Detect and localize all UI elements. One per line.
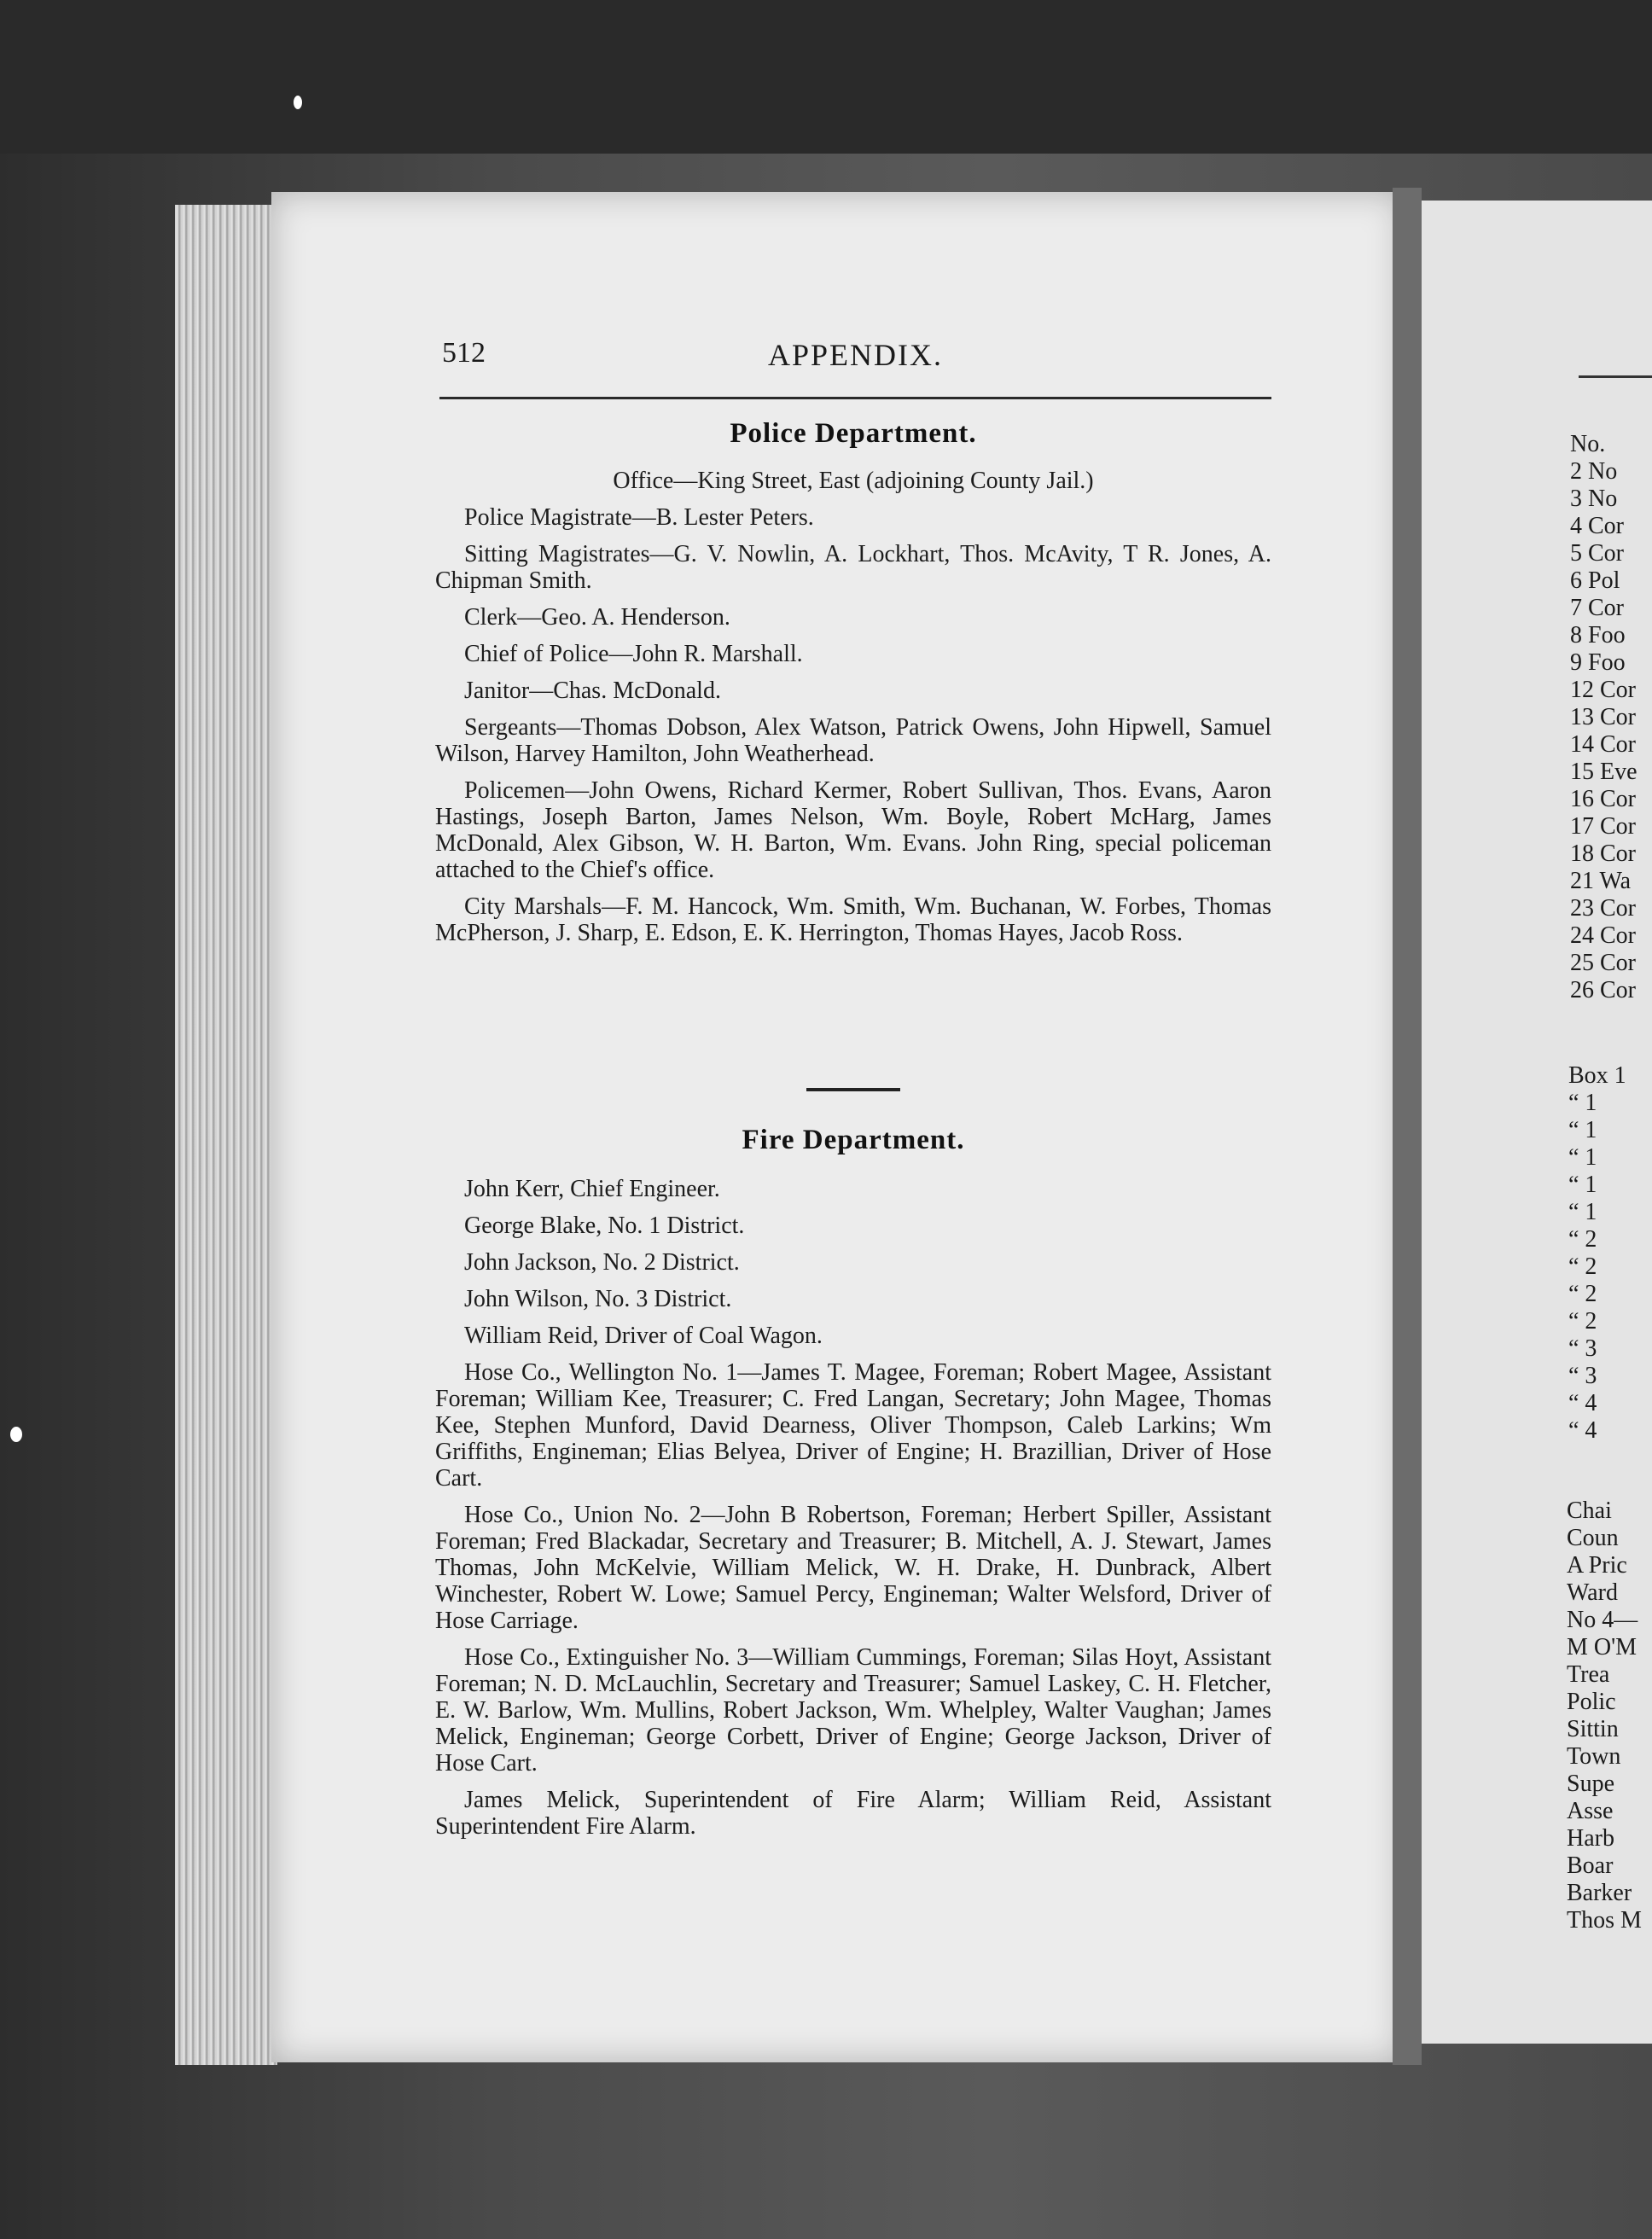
district-3: John Wilson, No. 3 District. <box>464 1286 732 1312</box>
facing-officer-line: Supe <box>1567 1771 1614 1797</box>
facing-number-line: 23 Cor <box>1570 895 1636 922</box>
facing-box-line: “ 1 <box>1568 1199 1597 1225</box>
police-section-title: Police Department. <box>730 418 977 449</box>
film-speck <box>294 96 302 109</box>
facing-box-line: Box 1 <box>1568 1062 1626 1089</box>
facing-box-line: “ 4 <box>1568 1390 1597 1416</box>
fire-alarm-superintendents: James Melick, Superintendent of Fire Alarm; William Reid, Assistant Superintendent Fire Alarm. <box>435 1787 1271 1840</box>
facing-officer-line: Town <box>1567 1743 1621 1770</box>
facing-officer-line: Harb <box>1567 1825 1614 1852</box>
facing-box-line: “ 2 <box>1568 1226 1597 1253</box>
fire-section-title: Fire Department. <box>742 1125 965 1155</box>
chief-of-police: Chief of Police—John R. Marshall. <box>464 641 803 667</box>
facing-number-line: 24 Cor <box>1570 922 1636 949</box>
facing-officer-line: M O'M <box>1567 1634 1637 1660</box>
facing-box-line: “ 4 <box>1568 1417 1597 1444</box>
hose-co-union: Hose Co., Union No. 2—John B Robertson, Foreman; Herbert Spiller, Assistant Foreman; Fred Blackadar, Secretary and Treasurer; B. Mitchell, A. J. Stewart, James Thomas, John McKelvie, William Melick, W. H. Drake, H. Dunbrack, Albert Winchester, Robert W. Lowe; Samuel Percy, Engineman; Walter Welsford, Driver of Hose Carriage. <box>435 1502 1271 1634</box>
facing-number-line: 12 Cor <box>1570 677 1636 703</box>
facing-number-line: 6 Pol <box>1570 567 1620 594</box>
facing-page-rule <box>1579 375 1652 378</box>
policemen: Policemen—John Owens, Richard Kermer, Robert Sullivan, Thos. Evans, Aaron Hastings, Joseph Barton, James Nelson, Wm. Boyle, Robert McHarg, James McDonald, Alex Gibson, W. H. Barton, Wm. Evans. John Ring, special policeman attached to the Chief's office. <box>435 777 1271 883</box>
police-clerk: Clerk—Geo. A. Henderson. <box>464 604 730 631</box>
facing-number-line: 13 Cor <box>1570 704 1636 730</box>
facing-officer-line: No 4— <box>1567 1607 1638 1633</box>
police-office: Office—King Street, East (adjoining County Jail.) <box>613 468 1094 494</box>
facing-box-line: “ 3 <box>1568 1335 1597 1362</box>
police-sergeants: Sergeants—Thomas Dobson, Alex Watson, Patrick Owens, John Hipwell, Samuel Wilson, Harvey Hamilton, John Weatherhead. <box>435 714 1271 767</box>
facing-officer-line: Boar <box>1567 1852 1614 1879</box>
facing-officer-line: Chai <box>1567 1498 1612 1524</box>
facing-officer-line: A Pric <box>1567 1552 1627 1579</box>
facing-page-column-boxes <box>1568 1062 1626 1445</box>
hose-co-wellington: Hose Co., Wellington No. 1—James T. Magee, Foreman; Robert Magee, Assistant Foreman; William Kee, Treasurer; C. Fred Langan, Secretary; John Magee, Thomas Kee, Stephen Munford, David Dearness, Oliver Thompson, Caleb Larkins; Wm Griffiths, Engineman; Elias Belyea, Driver of Engine; H. Brazillian, Driver of Hose Cart. <box>435 1359 1271 1492</box>
facing-number-line: 25 Cor <box>1570 950 1636 976</box>
facing-number-line: 5 Cor <box>1570 540 1624 567</box>
facing-box-line: “ 1 <box>1568 1144 1597 1171</box>
facing-number-line: 17 Cor <box>1570 813 1636 840</box>
sitting-magistrates: Sitting Magistrates—G. V. Nowlin, A. Lockhart, Thos. McAvity, T R. Jones, A. Chipman Smith. <box>435 541 1271 594</box>
district-1: George Blake, No. 1 District. <box>464 1213 745 1239</box>
chief-engineer: John Kerr, Chief Engineer. <box>464 1176 720 1202</box>
police-janitor: Janitor—Chas. McDonald. <box>464 678 721 704</box>
facing-box-line: “ 1 <box>1568 1090 1597 1116</box>
facing-officer-line: Thos M <box>1567 1907 1642 1934</box>
facing-officer-line: Trea <box>1567 1661 1610 1688</box>
facing-page-column-numbers <box>1570 431 1637 1004</box>
facing-officer-line: Barker <box>1567 1880 1632 1906</box>
book-gutter <box>1393 188 1422 2065</box>
facing-number-line: 3 No <box>1570 486 1618 512</box>
facing-number-line: 4 Cor <box>1570 513 1624 539</box>
facing-box-line: “ 1 <box>1568 1172 1597 1198</box>
facing-number-line: 8 Foo <box>1570 622 1626 648</box>
district-2: John Jackson, No. 2 District. <box>464 1249 740 1276</box>
facing-box-line: “ 1 <box>1568 1117 1597 1143</box>
running-head: APPENDIX. <box>768 338 944 372</box>
coal-wagon-driver: William Reid, Driver of Coal Wagon. <box>464 1323 823 1349</box>
facing-number-line: 26 Cor <box>1570 977 1636 1003</box>
facing-number-line: 15 Eve <box>1570 759 1637 785</box>
facing-box-line: “ 3 <box>1568 1363 1597 1389</box>
film-speck <box>10 1427 22 1442</box>
facing-number-line: 21 Wa <box>1570 868 1632 894</box>
facing-number-line: 14 Cor <box>1570 731 1636 758</box>
facing-officer-line: Polic <box>1567 1689 1616 1715</box>
facing-officer-line: Coun <box>1567 1525 1619 1551</box>
facing-box-line: “ 2 <box>1568 1253 1597 1280</box>
police-section-body <box>435 468 1271 957</box>
facing-number-line: No. <box>1570 431 1606 457</box>
facing-number-line: 16 Cor <box>1570 786 1636 812</box>
facing-box-line: “ 2 <box>1568 1308 1597 1335</box>
fire-section-body <box>435 1176 1271 1850</box>
facing-number-line: 18 Cor <box>1570 840 1636 867</box>
page-number: 512 <box>442 337 486 369</box>
header-rule <box>439 397 1271 399</box>
facing-officer-line: Sittin <box>1567 1716 1619 1742</box>
hose-co-extinguisher: Hose Co., Extinguisher No. 3—William Cummings, Foreman; Silas Hoyt, Assistant Foreman; N. D. McLauchlin, Secretary and Treasurer; Samuel Laskey, C. H. Fletcher, E. W. Barlow, Wm. Mullins, Robert Jackson, Wm. Whelpley, Walter Vaughan; James Melick, Engineman; George Corbett, Driver of Engine; George Jackson, Driver of Hose Cart. <box>435 1644 1271 1777</box>
facing-page-column-officers <box>1567 1498 1642 1934</box>
facing-officer-line: Asse <box>1567 1798 1614 1824</box>
film-top-band <box>0 0 1652 154</box>
facing-officer-line: Ward <box>1567 1579 1618 1606</box>
facing-number-line: 7 Cor <box>1570 595 1624 621</box>
facing-number-line: 2 No <box>1570 458 1618 485</box>
facing-box-line: “ 2 <box>1568 1281 1597 1307</box>
section-divider <box>806 1088 900 1091</box>
book-page-edges <box>175 205 277 2065</box>
police-magistrate: Police Magistrate—B. Lester Peters. <box>464 504 814 531</box>
city-marshals: City Marshals—F. M. Hancock, Wm. Smith, Wm. Buchanan, W. Forbes, Thomas McPherson, J. Sharp, E. Edson, E. K. Herrington, Thomas Hayes, Jacob Ross. <box>435 893 1271 946</box>
facing-number-line: 9 Foo <box>1570 649 1626 676</box>
